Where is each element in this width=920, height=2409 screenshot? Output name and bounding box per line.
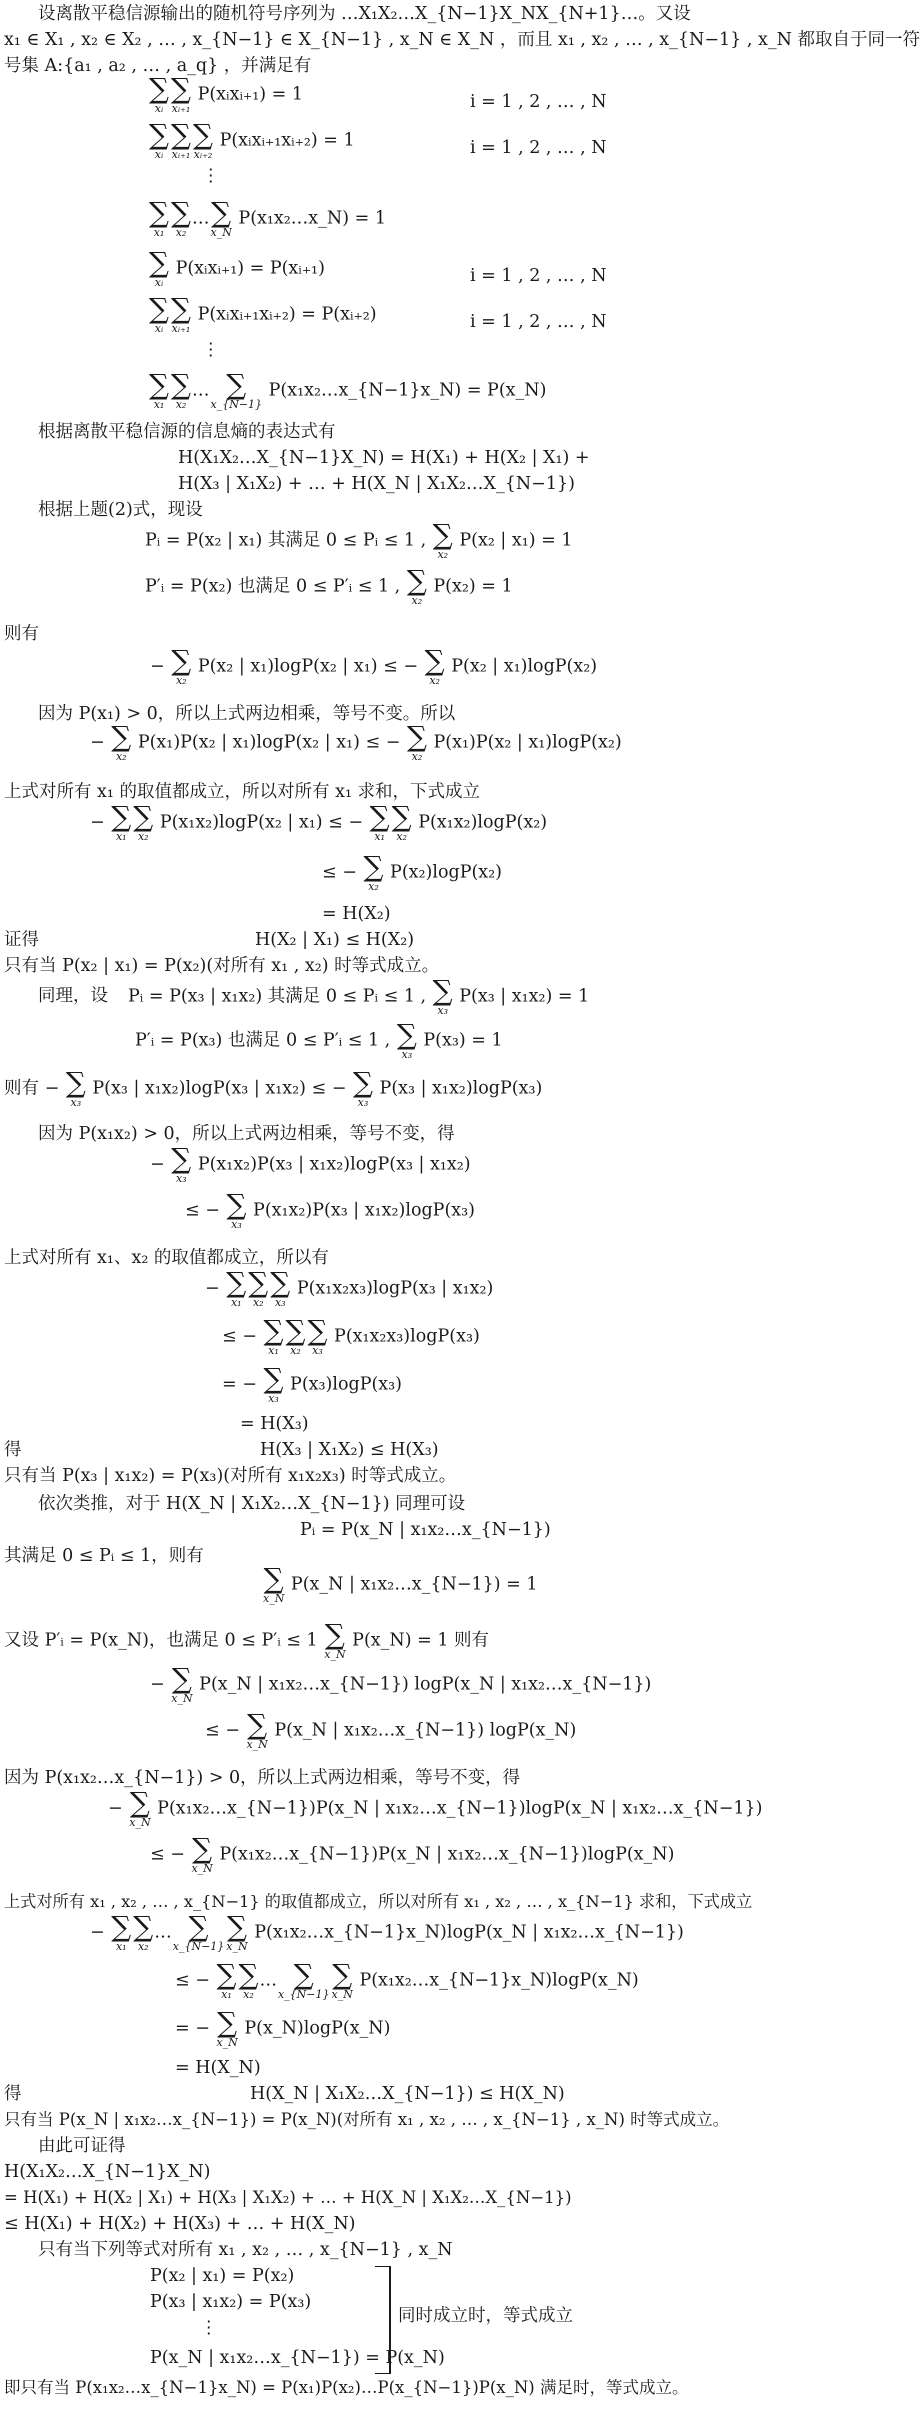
s3-text-7: 只有当 P(x_N | x₁x₂…x_{N−1}) = P(x_N)(对所有 x₁ , x₂ , … , x_{N−1} , x_N) 时等式成立。: [4, 2110, 730, 2129]
s1-text-6: 证得: [4, 930, 39, 950]
concl-text-3: 即只有当 P(x₁x₂…x_{N−1}x_N) = P(x₁)P(x₂)…P(x_{N−1})P(x_N) 满足时，等式成立。: [4, 2378, 689, 2397]
vdots-2: ⋮: [202, 340, 220, 360]
s1-text-5: 上式对所有 x₁ 的取值都成立，所以对所有 x₁ 求和，下式成立: [4, 782, 481, 802]
concl-eq-3: ≤ H(X₁) + H(X₂) + H(X₃) + … + H(X_N): [4, 2214, 356, 2234]
condition-2: ∑ xᵢ ∑ xᵢ₊₁ ∑ xᵢ₊₂ P(xᵢxᵢ₊₁xᵢ₊₂) = 1: [149, 118, 355, 161]
condition-1-text: P(xᵢxᵢ₊₁) = 1: [197, 84, 303, 105]
s1-eq-5: = H(X₂): [322, 904, 391, 924]
s2-ineq-4: − ∑ x₁ ∑ x₂ ∑ x₃ P(x₁x₂x₃)logP(x₃ | x₁x₂): [205, 1266, 494, 1309]
concl-text-1: 由此可证得: [38, 2136, 126, 2156]
condition-6: ∑ x₁ ∑ x₂ … ∑ x_{N−1} P(x₁x₂…x_{N−1}x_N) = P(x_N): [149, 368, 547, 411]
s3-ineq-1: − ∑ x_N P(x_N | x₁x₂…x_{N−1}) logP(x_N | x₁x₂…x_{N−1}): [150, 1662, 652, 1705]
condition-4: ∑ xᵢ P(xᵢxᵢ₊₁) = P(xᵢ₊₁): [149, 246, 325, 289]
intro-line-1: 设离散平稳信源输出的随机符号序列为 …X₁X₂…X_{N−1}X_NX_{N+1}…。又设: [38, 4, 691, 24]
s2-text-5: 得: [4, 1440, 22, 1460]
s1-ineq-2: − ∑ x₂ P(x₁)P(x₂ | x₁)logP(x₂ | x₁) ≤ − ∑ x₂ P(x₁)P(x₂ | x₁)logP(x₂): [90, 720, 622, 763]
s3-ineq-6: ≤ − ∑ x₁ ∑ x₂ … ∑ x_{N−1} ∑ x_N P(x₁x₂…x_{N−1}x_N)logP(x_N): [175, 1958, 639, 2001]
s3-result: H(X_N | X₁X₂…X_{N−1}) ≤ H(X_N): [250, 2084, 565, 2104]
s1-eq-4: P′ᵢ = P(x₂) 也满足 0 ≤ P′ᵢ ≤ 1 , ∑ x₂ P(x₂) = 1: [145, 564, 513, 607]
concl-brace-line-3: ⋮: [200, 2318, 218, 2338]
s2-eq-3: = − ∑ x₃ P(x₃)logP(x₃): [222, 1362, 403, 1405]
condition-3: ∑ x₁ ∑ x₂ … ∑ x_N P(x₁x₂…x_N) = 1: [149, 196, 386, 239]
s2-result: H(X₃ | X₁X₂) ≤ H(X₃): [260, 1440, 439, 1460]
s3-ineq-4: ≤ − ∑ x_N P(x₁x₂…x_{N−1})P(x_N | x₁x₂…x_{N−1})logP(x_N): [150, 1832, 675, 1875]
s2-text-4: 上式对所有 x₁、x₂ 的取值都成立，所以有: [4, 1248, 329, 1268]
concl-brace-line-1: P(x₂ | x₁) = P(x₂): [150, 2266, 295, 2286]
concl-brace-line-2: P(x₃ | x₁x₂) = P(x₃): [150, 2292, 312, 2312]
s2-ineq-5: ≤ − ∑ x₁ ∑ x₂ ∑ x₃ P(x₁x₂x₃)logP(x₃): [222, 1314, 480, 1357]
concl-text-2: 只有当下列等式对所有 x₁ , x₂ , … , x_{N−1} , x_N: [38, 2240, 453, 2260]
s3-text-1: 依次类推，对于 H(X_N | X₁X₂…X_{N−1}) 同理可设: [38, 1494, 466, 1514]
condition-4-text: P(xᵢxᵢ₊₁) = P(xᵢ₊₁): [175, 258, 325, 279]
s3-ineq-3: − ∑ x_N P(x₁x₂…x_{N−1})P(x_N | x₁x₂…x_{N−1})logP(x_N | x₁x₂…x_{N−1}): [108, 1786, 763, 1829]
s1-eq-3: Pᵢ = P(x₂ | x₁) 其满足 0 ≤ Pᵢ ≤ 1 , ∑ x₂ P(x₂ | x₁) = 1: [145, 518, 573, 561]
s1-text-1: 根据离散平稳信源的信息熵的表达式有: [38, 422, 336, 442]
s1-entropy-2: H(X₃ | X₁X₂) + … + H(X_N | X₁X₂…X_{N−1}): [178, 474, 575, 494]
s1-entropy-1: H(X₁X₂…X_{N−1}X_N) = H(X₁) + H(X₂ | X₁) +: [178, 448, 590, 468]
s1-text-4: 因为 P(x₁) > 0，所以上式两边相乘，等号不变。所以: [38, 704, 456, 724]
condition-3-text: P(x₁x₂…x_N) = 1: [238, 208, 386, 229]
s2-text-6: 只有当 P(x₃ | x₁x₂) = P(x₃)(对所有 x₁x₂x₃) 时等式成立。: [4, 1466, 457, 1486]
intro-line-2: x₁ ∈ X₁ , x₂ ∈ X₂ , … , x_{N−1} ∈ X_{N−1} , x_N ∈ X_N ，而且 x₁ , x₂ , … , x_{N−1} , x_N 都取自于同一符: [4, 30, 920, 50]
concl-eq-1: H(X₁X₂…X_{N−1}X_N): [4, 2162, 211, 2182]
s3-eq-3: = − ∑ x_N P(x_N)logP(x_N): [175, 2006, 391, 2049]
s3-eq-1: Pᵢ = P(x_N | x₁x₂…x_{N−1}): [300, 1520, 551, 1540]
s1-ineq-4: ≤ − ∑ x₂ P(x₂)logP(x₂): [322, 850, 503, 893]
condition-4-range: i = 1 , 2 , … , N: [470, 266, 607, 286]
concl-brace-text: 同时成立时，等式成立: [398, 2306, 573, 2326]
condition-1-range: i = 1 , 2 , … , N: [470, 92, 607, 112]
s3-text-3: 又设 P′ᵢ = P(x_N)，也满足 0 ≤ P′ᵢ ≤ 1 ∑ x_N P(x_N) = 1 则有: [4, 1618, 490, 1661]
s1-text-7: 只有当 P(x₂ | x₁) = P(x₂)(对所有 x₁ , x₂) 时等式成立。: [4, 956, 440, 976]
condition-2-text: P(xᵢxᵢ₊₁xᵢ₊₂) = 1: [219, 130, 355, 151]
s1-ineq-3: − ∑ x₁ ∑ x₂ P(x₁x₂)logP(x₂ | x₁) ≤ − ∑ x₁ ∑ x₂ P(x₁x₂)logP(x₂): [90, 800, 548, 843]
s3-text-5: 上式对所有 x₁ , x₂ , … , x_{N−1} 的取值都成立，所以对所有 x₁ , x₂ , … , x_{N−1} 求和，下式成立: [4, 1892, 753, 1911]
s3-text-4: 因为 P(x₁x₂…x_{N−1}) > 0，所以上式两边相乘，等号不变，得: [4, 1768, 521, 1788]
s3-text-2: 其满足 0 ≤ Pᵢ ≤ 1，则有: [4, 1546, 204, 1566]
s3-text-6: 得: [4, 2084, 22, 2104]
concl-eq-2: = H(X₁) + H(X₂ | X₁) + H(X₃ | X₁X₂) + … + H(X_N | X₁X₂…X_{N−1}): [4, 2188, 572, 2207]
s2-text-1: 同理，设: [38, 986, 108, 1006]
s2-eq-1: Pᵢ = P(x₃ | x₁x₂) 其满足 0 ≤ Pᵢ ≤ 1 , ∑ x₃ P(x₃ | x₁x₂) = 1: [128, 974, 590, 1017]
s1-ineq-1: − ∑ x₂ P(x₂ | x₁)logP(x₂ | x₁) ≤ − ∑ x₂ P(x₂ | x₁)logP(x₂): [150, 644, 598, 687]
s1-text-2: 根据上题(2)式，现设: [38, 500, 203, 520]
condition-2-range: i = 1 , 2 , … , N: [470, 138, 607, 158]
s3-eq-2: ∑ x_N P(x_N | x₁x₂…x_{N−1}) = 1: [263, 1562, 538, 1605]
condition-5-range: i = 1 , 2 , … , N: [470, 312, 607, 332]
s2-ineq-2: − ∑ x₃ P(x₁x₂)P(x₃ | x₁x₂)logP(x₃ | x₁x₂): [150, 1142, 471, 1185]
s3-eq-4: = H(X_N): [175, 2058, 261, 2078]
s2-text-3: 因为 P(x₁x₂) > 0，所以上式两边相乘，等号不变，得: [38, 1124, 455, 1144]
vdots-1: ⋮: [202, 166, 220, 186]
right-brace: [375, 2266, 391, 2374]
s3-ineq-2: ≤ − ∑ x_N P(x_N | x₁x₂…x_{N−1}) logP(x_N): [205, 1708, 577, 1751]
intro-line-3: 号集 A:{a₁ , a₂ , … , a_q} ，并满足有: [4, 56, 312, 76]
condition-6-text: P(x₁x₂…x_{N−1}x_N) = P(x_N): [268, 380, 547, 401]
s2-eq-4: = H(X₃): [240, 1414, 309, 1434]
concl-brace-line-4: P(x_N | x₁x₂…x_{N−1}) = P(x_N): [150, 2348, 445, 2368]
s2-ineq-1: 则有 − ∑ x₃ P(x₃ | x₁x₂)logP(x₃ | x₁x₂) ≤ − ∑ x₃ P(x₃ | x₁x₂)logP(x₃): [4, 1066, 543, 1109]
s2-ineq-3: ≤ − ∑ x₃ P(x₁x₂)P(x₃ | x₁x₂)logP(x₃): [185, 1188, 476, 1231]
condition-1: ∑ xᵢ ∑ xᵢ₊₁ P(xᵢxᵢ₊₁) = 1: [149, 72, 303, 115]
condition-5-text: P(xᵢxᵢ₊₁xᵢ₊₂) = P(xᵢ₊₂): [197, 304, 377, 325]
s1-text-3: 则有: [4, 624, 39, 644]
s2-eq-2: P′ᵢ = P(x₃) 也满足 0 ≤ P′ᵢ ≤ 1 , ∑ x₃ P(x₃) = 1: [135, 1018, 503, 1061]
s3-ineq-5: − ∑ x₁ ∑ x₂ … ∑ x_{N−1} ∑ x_N P(x₁x₂…x_{N−1}x_N)logP(x_N | x₁x₂…x_{N−1}): [90, 1910, 684, 1953]
s1-result: H(X₂ | X₁) ≤ H(X₂): [255, 930, 415, 950]
condition-5: ∑ xᵢ ∑ xᵢ₊₁ P(xᵢxᵢ₊₁xᵢ₊₂) = P(xᵢ₊₂): [149, 292, 377, 335]
